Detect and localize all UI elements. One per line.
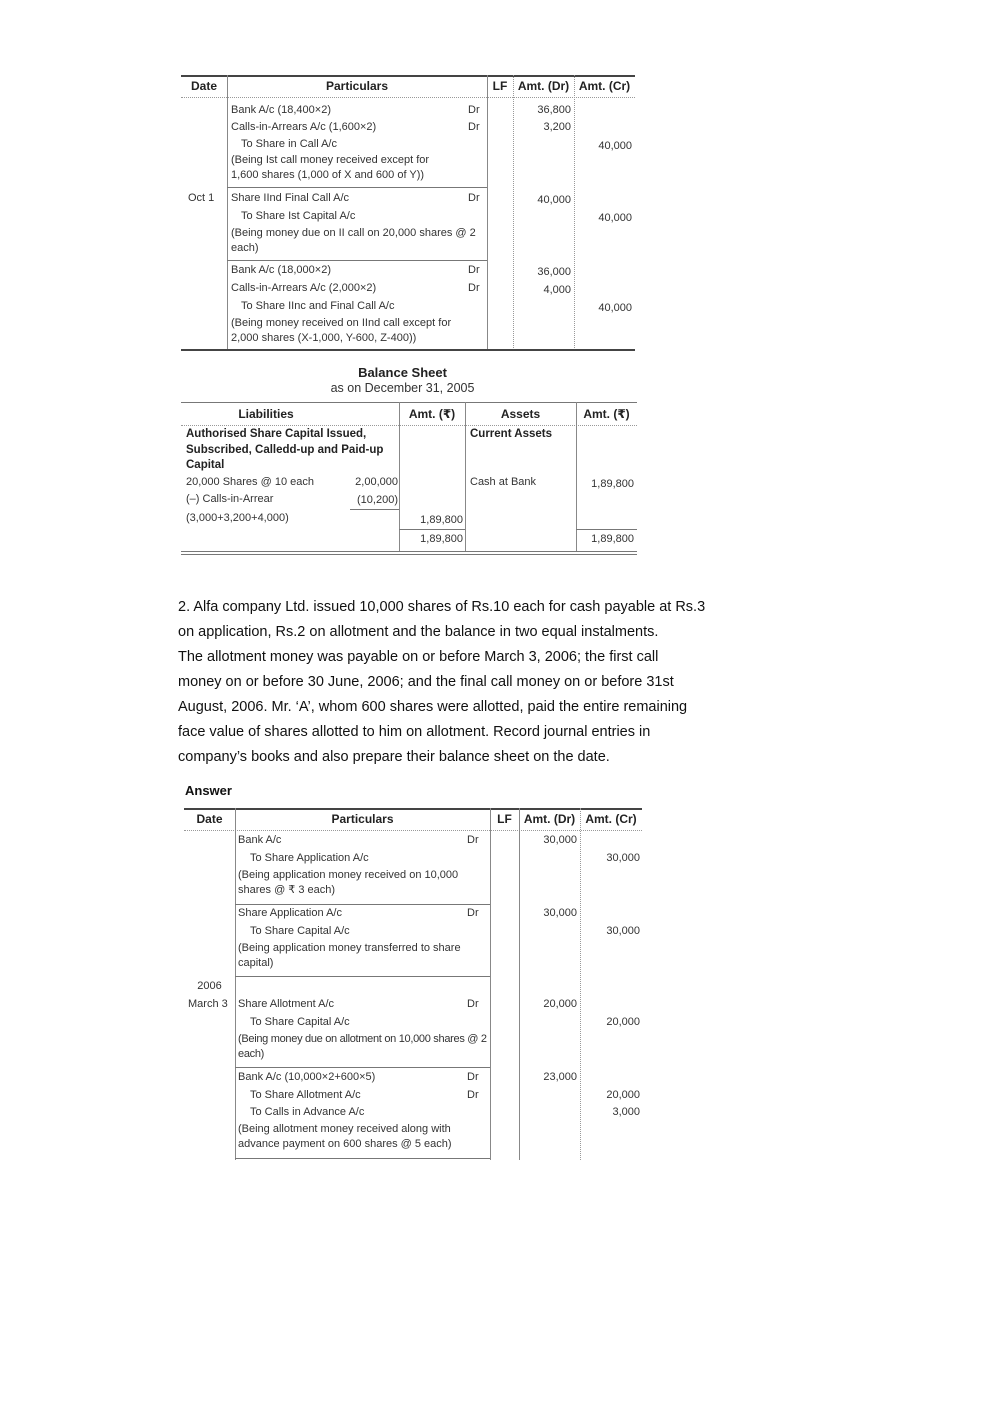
entry-line: Share IInd Final Call A/c	[231, 192, 350, 204]
header-amt-cr: Amt. (Cr)	[578, 79, 631, 93]
dr-marker: Dr	[468, 282, 480, 294]
entry-line: To Share Ist Capital A/c	[241, 210, 356, 222]
header-assets: Assets	[500, 407, 541, 421]
answer-label: Answer	[185, 783, 232, 798]
amount-dr: 30,000	[543, 907, 577, 919]
amount-dr: 3,200	[543, 121, 571, 133]
dr-marker: Dr	[468, 121, 480, 133]
entry-line: To Share in Call A/c	[241, 138, 337, 150]
balance-sheet-title: Balance Sheet	[358, 365, 447, 380]
dr-marker: Dr	[467, 907, 479, 919]
amount-cr: 40,000	[598, 140, 632, 152]
dr-marker: Dr	[467, 1089, 479, 1101]
dr-marker: Dr	[468, 104, 480, 116]
entry-line: Calls-in-Arrears A/c (1,600×2)	[231, 121, 377, 133]
dr-marker: Dr	[468, 192, 480, 204]
entry-date: March 3	[188, 998, 228, 1010]
asset-total: 1,89,800	[591, 533, 634, 545]
narration: (Being allotment money received along with advance payment on 600 shares @ 5 each)	[238, 1123, 452, 1150]
entry-line: Share Application A/c	[238, 907, 342, 919]
entry-line: Calls-in-Arrears A/c (2,000×2)	[231, 282, 377, 294]
asset-line: Cash at Bank	[470, 476, 537, 488]
entry-line: To Share Allotment A/c	[250, 1089, 361, 1101]
amount-cr: 40,000	[598, 212, 632, 224]
header-amt-dr: Amt. (Dr)	[517, 79, 570, 93]
narration: (Being Ist call money received except for 1,600 shares (1,000 of X and 600 of Y))	[231, 154, 430, 181]
header-lf: LF	[492, 79, 508, 93]
narration: (Being application money transferred to share capital)	[238, 942, 461, 969]
liability-line: (3,000+3,200+4,000)	[186, 512, 289, 524]
question-line: 2. Alfa company Ltd. issued 10,000 shares of Rs.10 each for cash payable at Rs.3	[178, 599, 706, 615]
asset-amount: 1,89,800	[591, 478, 634, 490]
amount-cr: 30,000	[606, 852, 640, 864]
question-paragraph	[178, 595, 778, 770]
question-line: The allotment money was payable on or before March 3, 2006; the first call	[178, 649, 659, 665]
liability-total: 1,89,800	[420, 533, 463, 545]
amount-cr: 40,000	[598, 302, 632, 314]
dr-marker: Dr	[467, 998, 479, 1010]
question-line: face value of shares allotted to him on allotment. Record journal entries in	[178, 724, 651, 740]
header-particulars: Particulars	[325, 79, 389, 93]
amount-dr: 4,000	[543, 284, 571, 296]
amount-cr: 3,000	[612, 1106, 640, 1118]
header-amount: Amt. (₹)	[408, 407, 456, 421]
narration: (Being application money received on 10,000 shares @ ₹ 3 each)	[238, 869, 459, 896]
header-date: Date	[196, 812, 223, 826]
entry-line: Bank A/c (10,000×2+600×5)	[238, 1071, 376, 1083]
liability-line: (–) Calls-in-Arrear	[186, 493, 274, 505]
question-line: money on or before 30 June, 2006; and the final call money on or before 31st	[178, 674, 674, 690]
header-amt-cr: Amt. (Cr)	[585, 812, 637, 826]
entry-line: To Calls in Advance A/c	[250, 1106, 365, 1118]
entry-line: To Share Capital A/c	[250, 925, 350, 937]
entry-line: Share Allotment A/c	[238, 998, 334, 1010]
amount-cr: 20,000	[606, 1089, 640, 1101]
narration: (Being money due on II call on 20,000 shares @ 2 each)	[231, 227, 476, 254]
header-amount: Amt. (₹)	[583, 407, 630, 421]
entry-date-year: 2006	[197, 980, 222, 992]
amount-dr: 20,000	[543, 998, 577, 1010]
entry-line: To Share Application A/c	[250, 852, 369, 864]
liability-line: 20,000 Shares @ 10 each	[186, 476, 314, 488]
liability-amount: (10,200)	[357, 494, 398, 506]
header-liabilities: Liabilities	[238, 407, 294, 421]
header-lf: LF	[497, 812, 512, 826]
amount-dr: 23,000	[543, 1071, 577, 1083]
amount-dr: 36,000	[537, 266, 571, 278]
dr-marker: Dr	[468, 264, 480, 276]
entry-line: To Share Capital A/c	[250, 1016, 350, 1028]
amount-cr: 30,000	[606, 925, 640, 937]
entry-line: To Share IInc and Final Call A/c	[241, 300, 395, 312]
narration: (Being money received on IInd call except for 2,000 shares (X-1,000, Y-600, Z-400))	[231, 317, 452, 344]
amount-dr: 40,000	[537, 194, 571, 206]
header-amt-dr: Amt. (Dr)	[523, 812, 576, 826]
balance-sheet-subtitle: as on December 31, 2005	[330, 381, 475, 395]
amount-dr: 36,800	[537, 104, 571, 116]
question-line: company’s books and also prepare their balance sheet on the date.	[178, 749, 610, 765]
assets-heading: Current Assets	[470, 428, 553, 440]
entry-line: Bank A/c	[238, 834, 282, 846]
amount-cr: 20,000	[606, 1016, 640, 1028]
liabilities-heading: Authorised Share Capital Issued, Subscribed, Calledd-up and Paid-up Capital	[186, 428, 384, 471]
amount-dr: 30,000	[543, 834, 577, 846]
entry-line: Bank A/c (18,000×2)	[231, 264, 331, 276]
question-line: August, 2006. Mr. ‘A’, whom 600 shares were allotted, paid the entire remaining	[178, 699, 688, 715]
entry-line: Bank A/c (18,400×2)	[231, 104, 331, 116]
liability-net-amount: 1,89,800	[420, 514, 463, 526]
narration: (Being money due on allotment on 10,000 shares @ 2 each)	[238, 1033, 487, 1060]
dr-marker: Dr	[467, 1071, 479, 1083]
header-particulars: Particulars	[331, 812, 394, 826]
header-date: Date	[190, 79, 217, 93]
question-line: on application, Rs.2 on allotment and the balance in two equal instalments.	[178, 624, 659, 640]
dr-marker: Dr	[467, 834, 479, 846]
entry-date: Oct 1	[188, 192, 215, 204]
liability-amount: 2,00,000	[355, 476, 398, 488]
